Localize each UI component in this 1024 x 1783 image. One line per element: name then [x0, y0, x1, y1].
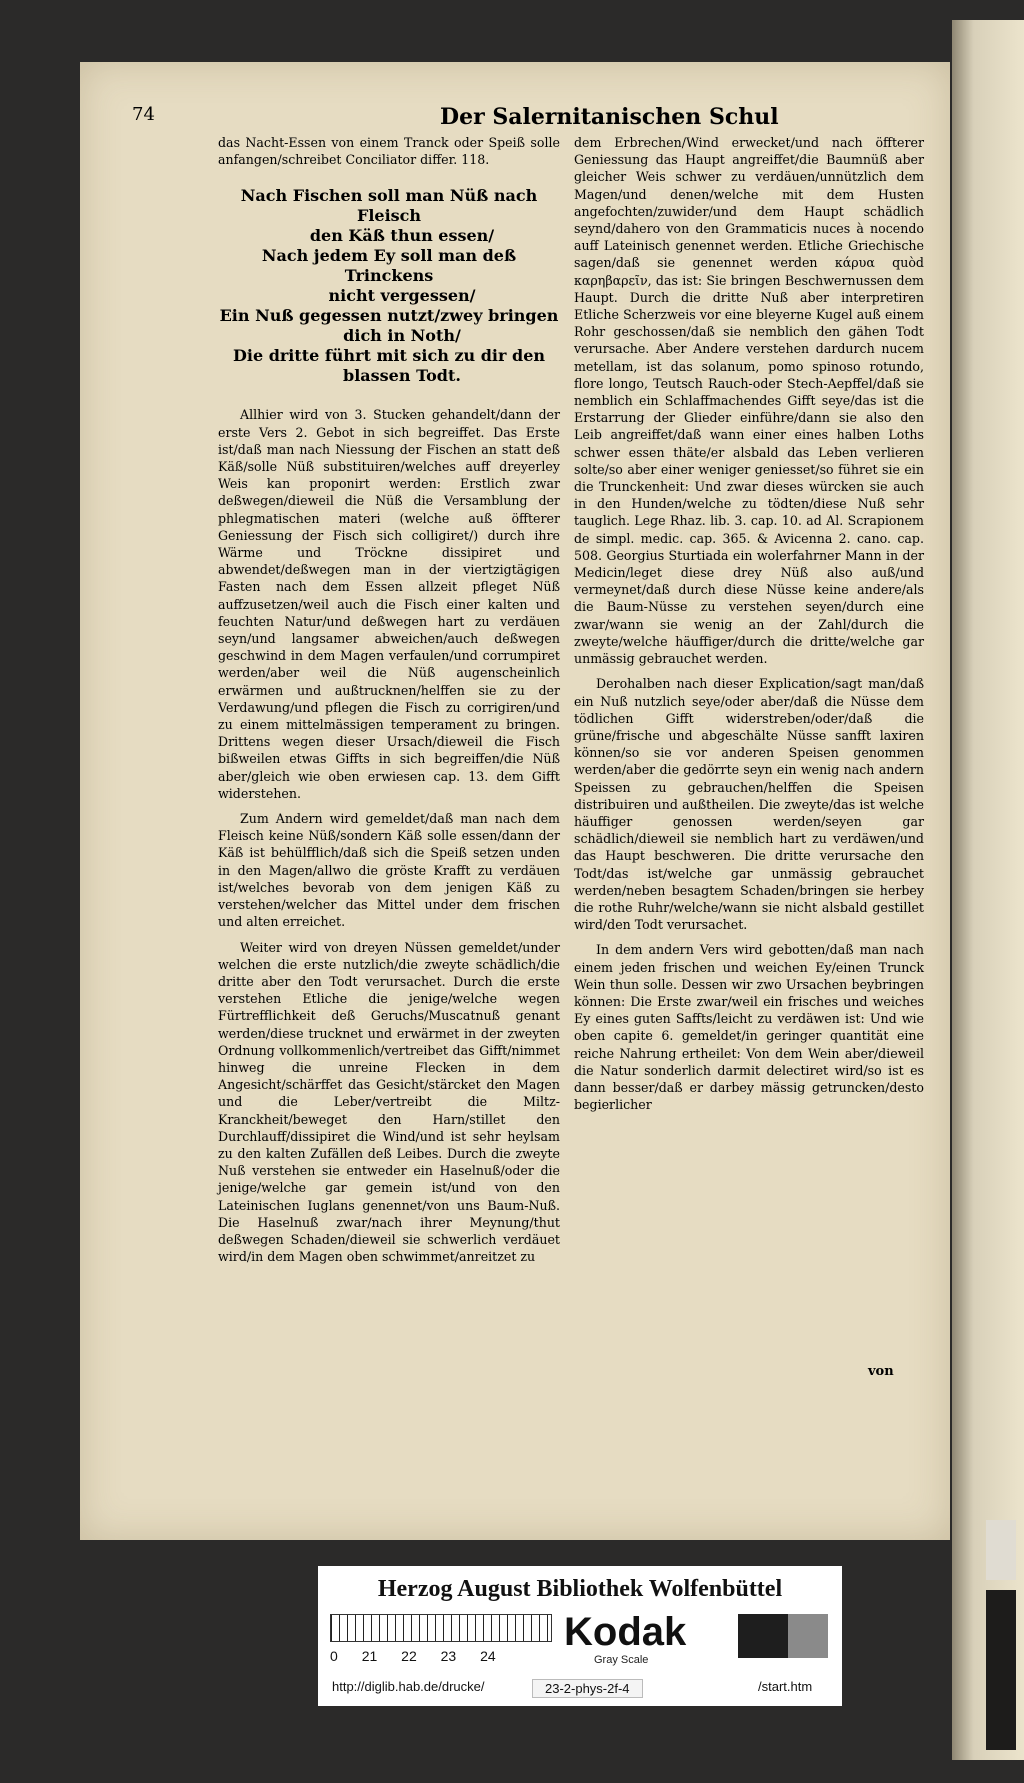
paragraph: Derohalben nach dieser Explication/sagt man/daß ein Nuß nutzlich seye/oder aber/daß die Nüsse dem tödlichen Gifft widerstreben/oder/daß die grüne/frische und abgeschälte Nüsse sanfft laxiren können/so sie vor anderen Speisen genommen werden/aber die gedörrte seyn ein wenig nach andern Speissen zu gebrauchen/helffen die Speisen distribuiren und außtheilen. Die zweyte/das ist welche häuffiger genossen werden/seyen gar schädlich/dieweil sie nemblich hart zu verdäwen/und das Haupt beschweren. Die dritte verursache den Todt/das ist/welche gar unmässig gebrauchet werden/neben besagtem Schaden/bringen sie herbey die rothe Ruhr/welche/wann sie nicht alsbald gestillet wird/den Todt verursachet. [574, 676, 924, 933]
library-title: Herzog August Bibliothek Wolfenbüttel [377, 1576, 783, 1602]
verse-line: blassen Todt. [343, 366, 461, 386]
gray-swatch-dark [738, 1614, 788, 1658]
verse-block [218, 186, 560, 386]
left-column [218, 134, 560, 1273]
adjacent-bar [986, 1590, 1016, 1750]
ruler-number: 24 [480, 1648, 496, 1664]
gray-scale-label: Gray Scale [594, 1654, 649, 1666]
adjacent-label [986, 1520, 1016, 1580]
shelfmark-field: 23-2-phys-2f-4 [532, 1679, 643, 1698]
ruler-number: 21 [361, 1648, 378, 1664]
right-column [574, 134, 924, 1121]
verse-line: Nach Fischen soll man Nüß nach Fleisch [240, 186, 538, 226]
paragraph: Weiter wird von dreyen Nüssen gemeldet/under welchen die erste nutzlich/die zweyte schädlich/die dritte aber den Todt verursachet. Durch die erste verstehen Etliche die jenige/welche wegen Fürtrefflichkeit deß Geruchs/Muscatnuß genant werden/diese trucknet und erwärmet in der zweyten Ordnung vollkommenlich/vertreibet das Gifft/nimmet hinweg die unreine Flecken in dem Angesicht/schärffet das Gesicht/stärcket den Magen und die Leber/vertreibt die Miltz-Kranckheit/beweget den Harn/stillet den Durchlauff/dissipiret die Wind/und ist sehr heylsam zu den kalten Zufällen deß Leibes. Durch die zweyte Nuß verstehen sie entweder ein Haselnuß/oder die jenige/welche gar gemein ist/und von den Lateinischen Iuglans genennet/von uns Baum-Nuß. Die Haselnuß zwar/nach ihrer Meynung/thut deßwegen Schaden/dieweil sie schwerlich verdäuet wird/in dem Magen oben schwimmet/anreitzet zu [218, 939, 560, 1265]
gray-swatch-mid [788, 1614, 828, 1658]
ruler [330, 1614, 552, 1642]
ruler-number: 23 [440, 1648, 457, 1664]
verse-line: dich in Noth/ [343, 326, 461, 346]
intro-text: das Nacht-Essen von einem Tranck oder Speiß solle anfangen/schreibet Conciliator differ. 118. [218, 135, 560, 168]
paragraph: In dem andern Vers wird gebotten/daß man nach einem jeden frischen und weichen Ey/einen Trunck Wein thun solle. Dessen wir zwo Ursachen beybringen können: Die Erste zwar/weil ein frisches und weiches Ey eines guten Saffts/leicht zu verdäwen ist: Und wie oben capite 6. gemeldet/in geringer quantität eine reiche Nahrung ertheilet: Von dem Wein aber/dieweil die Natur sonderlich darmit delectiret wird/so ist es dann besser/daß er darbey mässig getruncken/desto begierlicher [574, 942, 924, 1113]
paragraph: dem Erbrechen/Wind erwecket/und nach öffterer Geniessung das Haupt angreiffet/die Baumnüß aber gleicher Weis schwer zu verdäuen/unnützlich dem Magen/und denen/welche mit dem Husten angefochten/zuwider/und dem Haupt schädlich seynd/dahero von den Grammaticis nuces à nocendo auff Lateinisch genennet werden. Etliche Griechische sagen/daß sie genennet werden κάρυα quòd καρηβαρεῖν, das ist: Sie bringen Beschwernussen dem Haupt. Durch die dritte Nuß aber interpretiren Etliche Scherzweis vor eine bleyerne Kugel auß einem Rohr geschossen/daß sie nemblich den gähen Todt verursache. Aber Andere verstehen dardurch nucem metellam, ist das solanum, pomo spinoso rotundo, flore longo, Teutsch Rauch-oder Stech-Aepffel/daß sie nemblich ein Schlaffmachendes Gifft seye/das ist die Erstarrung der Glieder einführe/dann sie also den Leib angreiffet/daß wann einer eines halben Loths schwer essen thäte/er alsbald das Leben verlieren solte/so aber einer weniger geniesset/so führet sie ein die Trunckenheit: Und zwar dieses würcken sie auch in den Hunden/welche zu tödten/diese Nuß sehr tauglich. Lege Rhaz. lib. 3. cap. 10. ad Al. Scrapionem de simpl. medic. cap. 365. & Avicenna 2. cano. cap. 508. Georgius Sturtiada ein wolerfahrner Mann in der Medicin/leget diese drey Nüß also auß/und vermeynet/daß durch diese Nüsse keine andere/als die Baum-Nüsse zu verstehen seyen/durch eine zwar/wann sie wenig an der Zahl/durch die zweyte/welche häuffiger/durch die dritte/welche gar unmässig gebrauchet werden. [574, 135, 924, 667]
url-suffix: /start.htm [758, 1679, 813, 1694]
verse-line: den Käß thun essen/ [309, 226, 495, 246]
running-head: Der Salernitanischen Schul [440, 104, 779, 130]
verse-line: Nach jedem Ey soll man deß Trinckens [261, 246, 517, 286]
ruler-numbers [330, 1648, 560, 1664]
ruler-number: 22 [401, 1648, 417, 1664]
catchword: von [868, 1364, 894, 1379]
library-card [318, 1566, 842, 1706]
kodak-logo: Kodak [564, 1610, 687, 1654]
adjacent-page-edge [952, 20, 1024, 1760]
paragraph: Allhier wird von 3. Stucken gehandelt/dann der erste Vers 2. Gebot in sich begreiffet. Das Erste ist/daß man nach Niessung der Fischen an statt deß Käß/solle Nüß substituiren/welches auff dreyerley Weis kan proponirt werden: Erstlich zwar deßwegen/dieweil die Nüß die Versamblung der phlegmatischen materi (welche auß öffterer Geniessung der Fisch sich colligiret/) durch ihre Wärme und Tröckne dissipiret und abwendet/deßwegen man in der viertzigtägigen Fasten nach dem Essen allzeit pfleget Nüß auffzusetzen/weil auch die Fisch einer kalten und feuchten Natur/und deßwegen hart zu verdäuen seyn/und langsamer abweichen/auch deßwegen geschwind in dem Magen verfaulen/und corrumpiret werden/aber weil die Nüß augenscheinlich erwärmen und außtrucknen/helffen sie zu der Verdawung/und pflegen die Fisch zu corrigiren/und zu einem mittelmässigen temperament zu bringen. Drittens wegen dieser Ursach/dieweil die Fisch bißweilen etwas Giffts in sich begreiffen/die Nüß aber/gleich wie oben erwiesen cap. 13. dem Gifft widerstehen. [218, 407, 560, 801]
verse-line: Ein Nuß gegessen nutzt/zwey bringen [219, 306, 559, 326]
verse-line: nicht vergessen/ [328, 286, 476, 306]
page-number: 74 [132, 104, 155, 125]
verse-line: Die dritte führt mit sich zu dir den [232, 346, 546, 366]
paragraph: Zum Andern wird gemeldet/daß man nach dem Fleisch keine Nüß/sondern Käß solle essen/dann der Käß ist behülfflich/daß sich die Speiß setzen unden in den Magen/allwo die gröste Krafft zu verdäuen ist/welches bevorab von dem jenigen Käß zu verstehen/welcher das Mittel under dem frischen und alten erreichet. [218, 811, 560, 930]
ruler-number: 0 [330, 1648, 338, 1664]
url-prefix: http://diglib.hab.de/drucke/ [332, 1679, 485, 1694]
